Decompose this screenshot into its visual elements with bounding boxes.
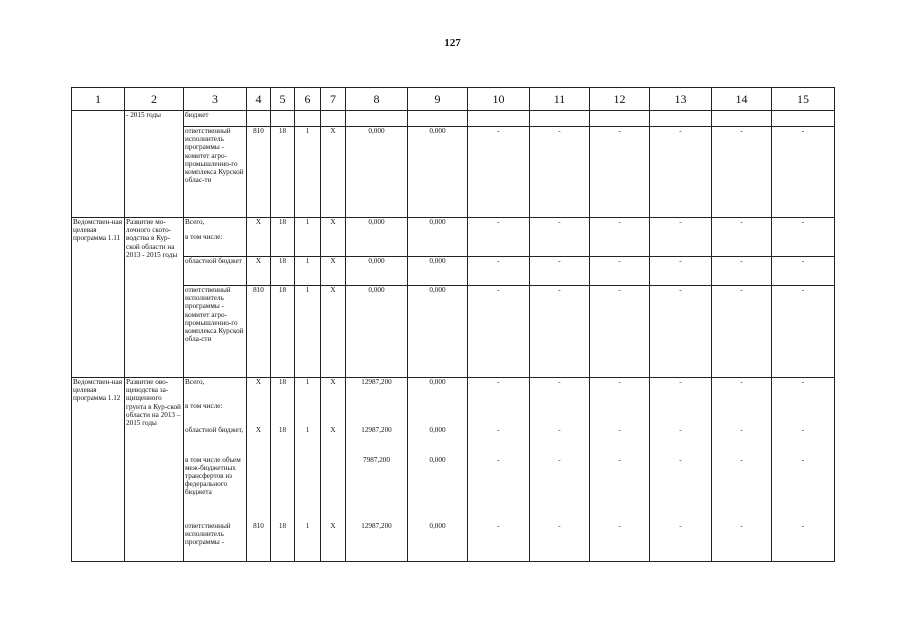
header-cell: 14 <box>712 88 772 111</box>
cell-dash: - <box>590 218 650 257</box>
cell-dash: - <box>712 257 772 286</box>
table-row <box>72 426 835 456</box>
cell-dash: - <box>590 286 650 378</box>
table-row <box>72 127 835 218</box>
header-cell: 15 <box>772 88 835 111</box>
source-cell: ответственный исполнитель программы - комитет агро-промышленно-го комплекса Курской обла-сти <box>184 286 247 378</box>
cell-dash: - <box>712 378 772 426</box>
cell-dash: - <box>772 127 835 218</box>
cell-grbs: X <box>247 218 271 257</box>
header-row <box>72 88 835 111</box>
cell-dash: - <box>772 522 835 562</box>
source-cell: ответственный исполнитель программы - <box>184 522 247 562</box>
header-cell: 7 <box>321 88 346 111</box>
cell-csr: X <box>321 218 346 257</box>
cell-amount: 0,000 <box>408 522 468 562</box>
cell-amount: 12987,200 <box>346 378 408 426</box>
cell-grbs: 810 <box>247 522 271 562</box>
cell-grbs: X <box>247 378 271 426</box>
cell-csr: X <box>321 127 346 218</box>
source-cell: в том числе объем меж-бюджетных трансфертов из федерального бюджета <box>184 456 247 522</box>
program-cell <box>72 111 125 218</box>
header-cell: 8 <box>346 88 408 111</box>
table-row <box>72 111 835 127</box>
page-number: 127 <box>444 37 461 49</box>
cell-dash: - <box>530 286 590 378</box>
cell-amount: 7987,200 <box>346 456 408 522</box>
cell-dash: - <box>468 286 530 378</box>
cell-csr: X <box>321 378 346 426</box>
cell-dash: - <box>530 378 590 426</box>
cell-dash: - <box>530 426 590 456</box>
header-cell: 5 <box>271 88 295 111</box>
table-row <box>72 456 835 522</box>
cell-dash: - <box>530 522 590 562</box>
cell-dash: - <box>712 218 772 257</box>
cell-dash: - <box>712 127 772 218</box>
cell-dash: - <box>772 218 835 257</box>
cell-rz: 18 <box>271 426 295 456</box>
cell-dash: - <box>468 257 530 286</box>
table-row <box>72 378 835 426</box>
header-cell: 2 <box>125 88 184 111</box>
source-cell: Всего, в том числе: <box>184 218 247 257</box>
cell-amount: 0,000 <box>408 378 468 426</box>
cell-dash: - <box>468 426 530 456</box>
cell-amount: 0,000 <box>346 127 408 218</box>
cell-grbs: X <box>247 426 271 456</box>
cell-dash: - <box>468 127 530 218</box>
cell-csr: X <box>321 286 346 378</box>
header-cell: 1 <box>72 88 125 111</box>
cell-dash: - <box>650 378 712 426</box>
cell-dash: - <box>650 218 712 257</box>
cell-grbs: 810 <box>247 286 271 378</box>
cell-dash: - <box>650 456 712 522</box>
cell-dash: - <box>772 257 835 286</box>
header-cell: 4 <box>247 88 271 111</box>
program-name-cell: - 2015 годы <box>125 111 184 218</box>
header-cell: 3 <box>184 88 247 111</box>
cell-pr: 1 <box>295 257 321 286</box>
cell-dash: - <box>590 426 650 456</box>
program-cell: Ведомствен-ная целевая программа 1.11 <box>72 218 125 378</box>
cell-rz: 18 <box>271 522 295 562</box>
cell-dash: - <box>590 257 650 286</box>
cell-csr: X <box>321 257 346 286</box>
cell-pr: 1 <box>295 218 321 257</box>
source-cell: ответственный исполнитель программы - комитет агро-промышленно-го комплекса Курской облас-ти <box>184 127 247 218</box>
program-name-cell: Развитие ово-щеводства за-щищенного грунта в Кур-ской области на 2013 – 2015 годы <box>125 378 184 562</box>
cell-dash: - <box>590 522 650 562</box>
cell-amount: 0,000 <box>346 257 408 286</box>
cell-amount: 12987,200 <box>346 426 408 456</box>
table-row <box>72 257 835 286</box>
source-cell: бюджет <box>184 111 247 127</box>
cell-dash: - <box>772 456 835 522</box>
cell-dash: - <box>772 426 835 456</box>
cell-pr: 1 <box>295 522 321 562</box>
table-row <box>72 218 835 257</box>
cell-dash: - <box>650 426 712 456</box>
cell-amount: 0,000 <box>408 257 468 286</box>
cell-pr: 1 <box>295 378 321 426</box>
cell-dash: - <box>590 456 650 522</box>
cell-dash: - <box>712 456 772 522</box>
cell-dash: - <box>590 378 650 426</box>
header-cell: 11 <box>530 88 590 111</box>
program-name-cell: Развитие мо-лочного ското-водства в Кур-ской области на 2013 - 2015 годы <box>125 218 184 378</box>
cell-amount: 0,000 <box>408 426 468 456</box>
cell-dash: - <box>712 426 772 456</box>
cell-pr: 1 <box>295 426 321 456</box>
cell-rz: 18 <box>271 378 295 426</box>
cell-dash: - <box>468 218 530 257</box>
cell-dash: - <box>650 286 712 378</box>
cell-rz: 18 <box>271 286 295 378</box>
cell-grbs: X <box>247 257 271 286</box>
table-row <box>72 522 835 562</box>
cell-dash: - <box>530 127 590 218</box>
source-cell: областной бюджет, <box>184 426 247 456</box>
cell-dash: - <box>650 127 712 218</box>
cell-amount: 0,000 <box>346 218 408 257</box>
table-row <box>72 286 835 378</box>
cell-dash: - <box>468 456 530 522</box>
cell-dash: - <box>468 522 530 562</box>
cell-pr: 1 <box>295 127 321 218</box>
header-cell: 10 <box>468 88 530 111</box>
cell-grbs: 810 <box>247 127 271 218</box>
cell-csr: X <box>321 522 346 562</box>
header-cell: 12 <box>590 88 650 111</box>
header-cell: 13 <box>650 88 712 111</box>
cell-amount: 0,000 <box>346 286 408 378</box>
cell-pr: 1 <box>295 286 321 378</box>
cell-amount: 0,000 <box>408 218 468 257</box>
cell-rz: 18 <box>271 257 295 286</box>
header-cell: 9 <box>408 88 468 111</box>
header-cell: 6 <box>295 88 321 111</box>
source-cell: областной бюджет <box>184 257 247 286</box>
cell-dash: - <box>468 378 530 426</box>
cell-dash: - <box>712 286 772 378</box>
cell-dash: - <box>712 522 772 562</box>
cell-dash: - <box>772 286 835 378</box>
cell-rz: 18 <box>271 127 295 218</box>
cell-dash: - <box>772 378 835 426</box>
cell-csr: X <box>321 426 346 456</box>
cell-dash: - <box>650 257 712 286</box>
cell-amount: 12987,200 <box>346 522 408 562</box>
cell-dash: - <box>530 218 590 257</box>
cell-dash: - <box>530 257 590 286</box>
cell-amount: 0,000 <box>408 286 468 378</box>
cell-amount: 0,000 <box>408 456 468 522</box>
budget-table <box>71 87 835 562</box>
cell-rz: 18 <box>271 218 295 257</box>
program-cell: Ведомствен-ная целевая программа 1.12 <box>72 378 125 562</box>
source-cell: Всего, в том числе: <box>184 378 247 426</box>
cell-amount: 0,000 <box>408 127 468 218</box>
cell-dash: - <box>590 127 650 218</box>
cell-dash: - <box>530 456 590 522</box>
cell-dash: - <box>650 522 712 562</box>
